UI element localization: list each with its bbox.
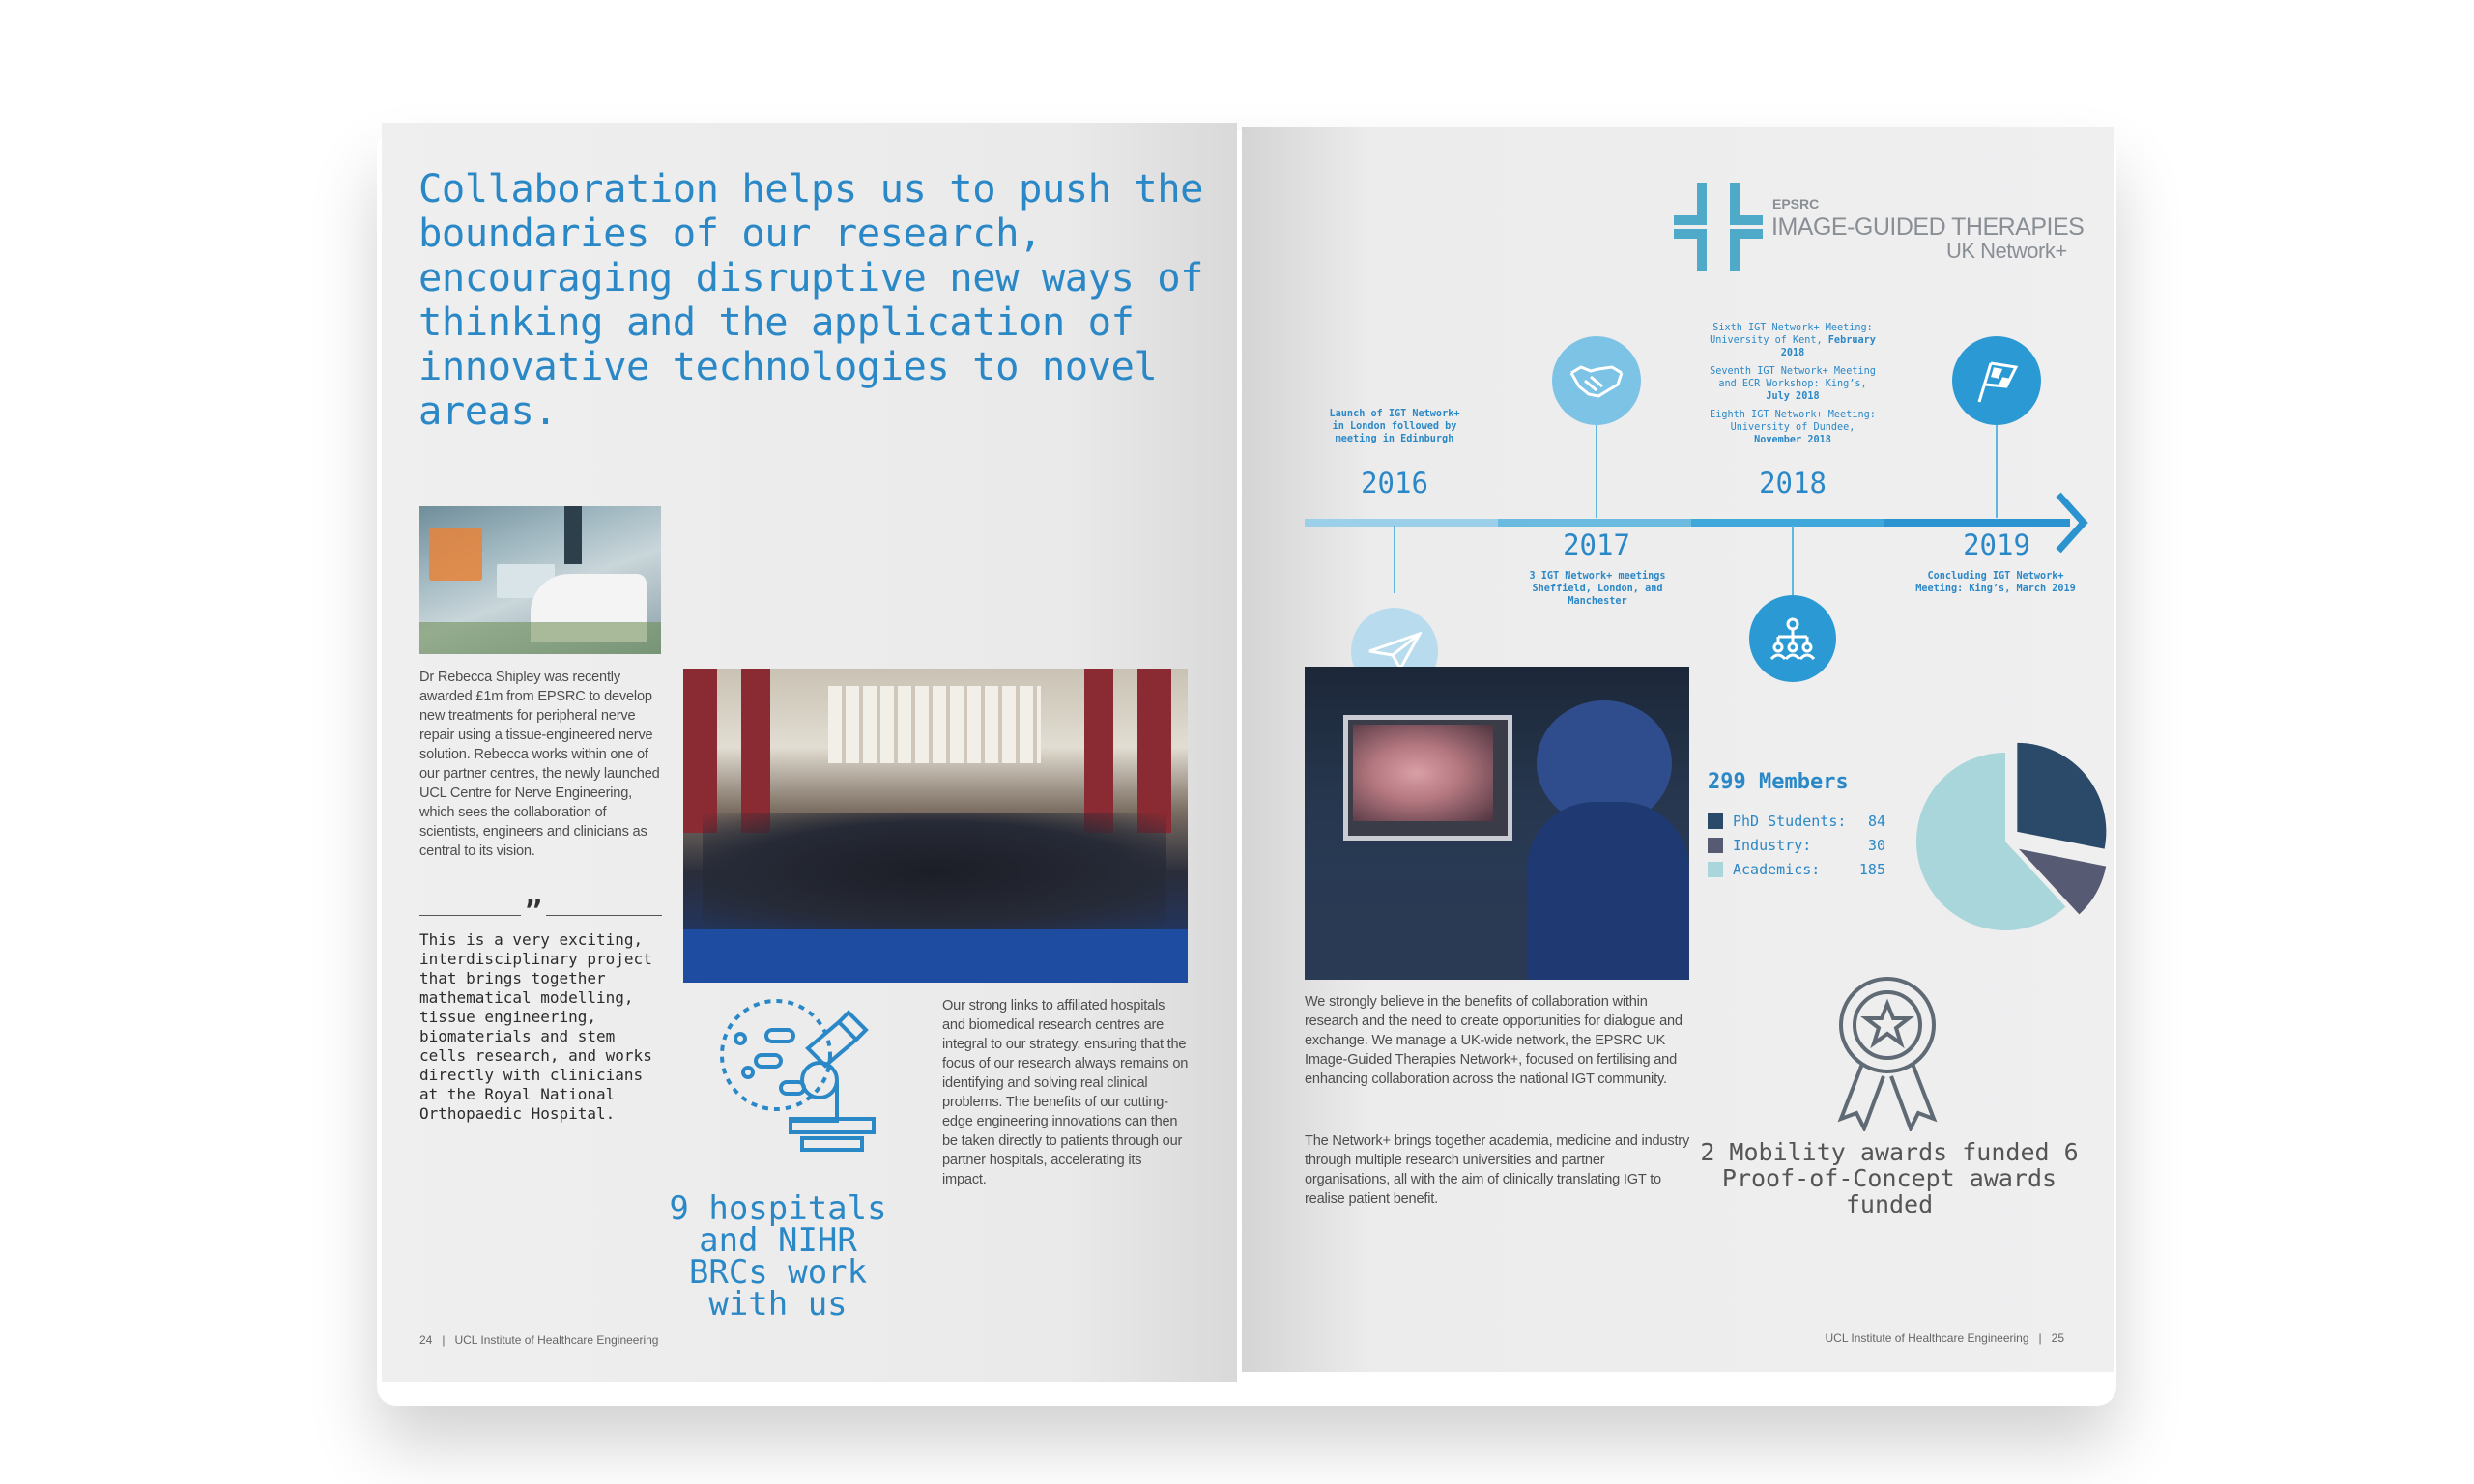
quote-mark: ” — [525, 895, 543, 928]
headline: Collaboration helps us to push the boundaries of our research, encouraging disruptive new ways of thinking and the application of innovative technologies to novel areas. — [418, 165, 1204, 434]
quote-divider-left — [419, 915, 521, 916]
microscope-icon — [713, 995, 877, 1159]
timeline-2018-stalk — [1792, 526, 1794, 595]
members-title: 299 Members — [1708, 770, 1849, 794]
award-medal-icon — [1820, 972, 1955, 1131]
event-photo — [683, 669, 1188, 983]
checkered-flag-icon — [1973, 357, 2020, 404]
surgery-photo — [1305, 667, 1689, 980]
igt-logo — [1674, 183, 2109, 279]
network-icon — [1769, 617, 1817, 660]
timeline-2017-stalk — [1596, 425, 1597, 518]
legend-label-industry: Industry: — [1733, 836, 1812, 854]
partners-text: Our strong links to affiliated hospitals and biomedical research centres are integral to our strategy, ensuring that the focus of our research always remains on identifying and solving real clinical problems. The benefits of our cutting-edge engineering innovations can then be taken directly to patients through our partner hospitals, accelerating its impact. — [942, 998, 1189, 1187]
legend-label-phd: PhD Students: — [1733, 812, 1847, 830]
network-text-1: We strongly believe in the benefits of collaboration within research and the need to create opportunities for dialogue and exchange. We manage a UK-wide network, the EPSRC UK Image-Guided Therapies Network+, focused on fertilising and enhancing collaboration across the national IGT community. — [1305, 994, 1683, 1087]
lab-photo — [419, 506, 661, 654]
hospitals-stat: 9 hospitals and NIHR BRCs work with us — [669, 1189, 887, 1324]
quote-text: This is a very exciting, interdisciplinary project that brings together mathematical modelling, tissue engineering, biomaterials and stem cells research, and works directly with clinicians at the Royal National Orthopaedic Hospital. — [419, 930, 652, 1123]
timeline-2019-year: 2019 — [1963, 528, 2030, 561]
page-footer-left: 24 | UCL Institute of Healthcare Engineering — [419, 1333, 659, 1347]
legend-row-industry — [1708, 833, 1901, 857]
timeline-2018-note-3: Eighth IGT Network+ Meeting: University of Dundee, November 2018 — [1710, 410, 1876, 445]
timeline-2019-stalk — [1996, 425, 1998, 518]
timeline-2018-notes — [1708, 322, 1878, 446]
timeline-2019-note: Concluding IGT Network+ Meeting: King’s, March 2019 — [1915, 571, 2076, 594]
logo-subtitle: UK Network+ — [1946, 239, 2067, 263]
timeline-2017-circle — [1552, 336, 1641, 425]
handshake-icon — [1569, 361, 1624, 400]
members-pie-chart — [1899, 735, 2112, 948]
legend-value-academics: 185 — [1858, 860, 1885, 878]
legend-row-academics — [1708, 857, 1901, 881]
pie-slice-phd-students — [2017, 743, 2106, 849]
logo-epsrc: EPSRC — [1772, 196, 1820, 212]
network-text-2: The Network+ brings together academia, medicine and industry through multiple research universities and partner organisations, all with the aim of clinically translating IGT to realise patient benefit. — [1305, 1133, 1690, 1207]
timeline-2016-stalk — [1394, 526, 1395, 593]
profile-text: Dr Rebecca Shipley was recently awarded £1m from EPSRC to develop new treatments for peripheral nerve repair using a tissue-engineered nerve solution. Rebecca works within one of our partner centres, the newly launched UCL Centre for Nerve Engineering, which sees the collaboration of scientists, engineers and clinicians as central to its vision. — [419, 670, 660, 859]
timeline-bar — [1305, 516, 2114, 529]
right-page — [1242, 127, 2114, 1372]
legend-swatch-academics — [1708, 862, 1723, 877]
left-page — [382, 123, 1237, 1382]
quote-divider-right — [546, 915, 662, 916]
timeline-2018-year: 2018 — [1759, 467, 1827, 499]
paper-plane-icon — [1367, 632, 1422, 671]
logo-title: IMAGE-GUIDED THERAPIES — [1771, 214, 2085, 241]
legend-value-industry: 30 — [1867, 836, 1885, 854]
timeline-2018-note-1: Sixth IGT Network+ Meeting: University of Kent, February 2018 — [1710, 323, 1876, 358]
logo-cross-icon — [1674, 183, 1763, 271]
timeline-2018-circle — [1749, 595, 1836, 682]
legend-row-phd — [1708, 809, 1901, 833]
legend-value-phd: 84 — [1867, 812, 1885, 830]
timeline-2017-note: 3 IGT Network+ meetings Sheffield, London, and Manchester — [1529, 571, 1666, 607]
page-footer-right: UCL Institute of Healthcare Engineering | 25 — [1825, 1331, 2064, 1345]
legend-label-academics: Academics: — [1733, 860, 1821, 878]
timeline-2018-note-2: Seventh IGT Network+ Meeting and ECR Workshop: King’s, July 2018 — [1710, 366, 1876, 402]
timeline-2019-circle — [1952, 336, 2041, 425]
timeline-2016-year: 2016 — [1361, 467, 1428, 499]
timeline-2016-note: Launch of IGT Network+ in London followed by meeting in Edinburgh — [1329, 409, 1460, 444]
legend-swatch-phd — [1708, 813, 1723, 829]
timeline-2017-year: 2017 — [1563, 528, 1630, 561]
legend-swatch-industry — [1708, 838, 1723, 853]
members-legend — [1708, 809, 1901, 881]
awards-text: 2 Mobility awards funded 6 Proof-of-Concept awards funded — [1700, 1138, 2079, 1218]
